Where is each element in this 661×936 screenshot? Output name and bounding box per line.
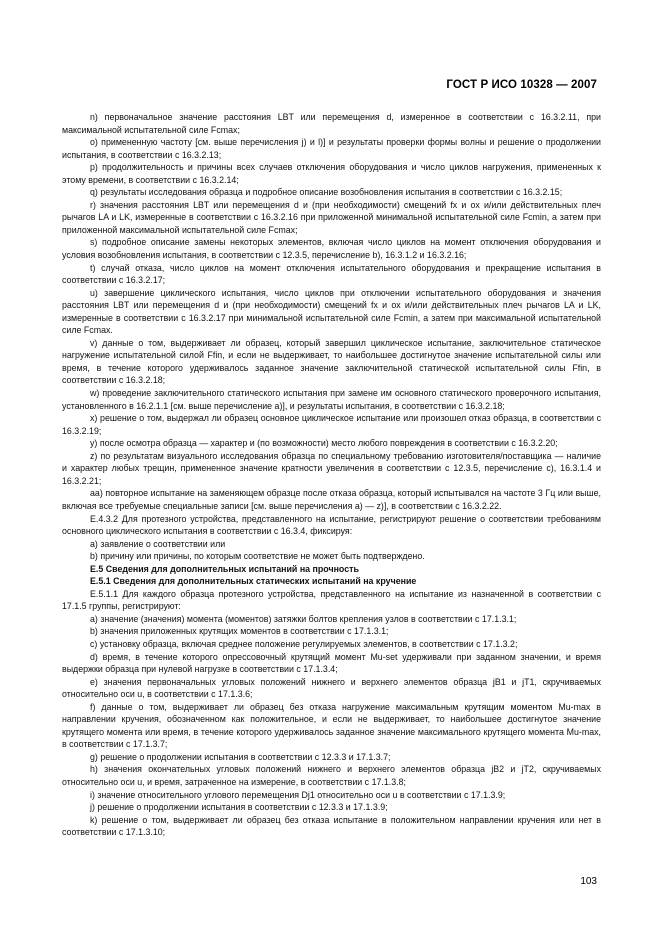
list-item: o) примененную частоту [см. выше перечисления j) и l)] и результаты проверки формы волны и решение о продолжении испытания, в соответствии с 16.3.2.13; [62, 137, 601, 160]
list-item: w) проведение заключительного статического испытания при замене им основного статического проверочного испытания, установленного в 16.2.1.1 [см. выше перечисление a)], и результаты испытания, в соответствии с 16.3.2.18; [62, 388, 601, 411]
list-item: d) время, в течение которого опрессовочный крутящий момент Mu-set удерживали при заданном значении, и время выдержки образца при нулевой нагрузке в соответствии с 17.1.3.4; [62, 651, 601, 675]
list-item: h) значения окончательных угловых положений нижнего и верхнего элементов образца jB2 и jT2, скручиваемых относительно оси u, и время, затраченное на измерение, в соответствии с 17.1.3.8; [62, 764, 601, 787]
list-item: r) значения расстояния LBT или перемещения d и (при необходимости) смещений fx и ox и/или действительных плеч рычагов LA и LK, измеренные в соответствии с 16.3.2.16 при приложенной минимальной испытательной силе Fcmin, а затем при приложенной максимальной испытательной силе Fcmax; [62, 199, 601, 235]
clause-paragraph: E.4.3.2 Для протезного устройства, представленного на испытание, регистрируют решение о соответствии требованиям основного циклического испытания в соответствии с 16.3.4, фиксируя: [62, 513, 601, 537]
list-item: e) значения первоначальных угловых положений нижнего и верхнего элементов образца jB1 и jT1, скручиваемых относительно оси u, в соответствии с 17.1.3.6; [62, 676, 601, 700]
list-item: z) по результатам визуального исследования образца по специальному требованию изготовителя/поставщика — наличие и характер любых трещин, примененное значение кратности увеличения в соответствии с 12.3.5, перечисление c), 16.3.1.4 и 16.3.2.21; [62, 450, 601, 486]
list-item: u) завершение циклического испытания, число циклов при отключении испытательного оборудования и значения расстояния LBT или перемещения d и (при необходимости) смещений fx и ox и/или действительных плеч рычагов LA и LK, измеренные в соответствии с 16.3.2.17 при минимальной испытательной силе Fcmin, а затем при максимальной испытательной силе Fcmax. [62, 287, 601, 336]
list-item: j) решение о продолжении испытания в соответствии с 12.3.3 и 17.1.3.9; [90, 802, 388, 813]
list-item: q) результаты исследования образца и подробное описание возобновления испытания в соответствии с 16.3.2.15; [90, 187, 563, 198]
list-item: f) данные о том, выдерживает ли образец без отказа нагружение максимальным крутящим моментом Mu-max в направлении кручения, обозначенном как положительное, и если не выдерживает, то наибольшее достигнутое значение крутящего момента или время, в течение которого удерживалось заданное значение максимального крутящего момента Mu-max, в соответствии с 17.1.3.7; [62, 701, 601, 750]
list-item: g) решение о продолжении испытания в соответствии с 12.3.3 и 17.1.3.7; [90, 751, 391, 762]
list-item: c) установку образца, включая среднее положение регулируемых элементов, в соответствии с 17.1.3.2; [90, 638, 518, 649]
list-item: i) значение относительного углового перемещения Dj1 относительно оси u в соответствии с 17.1.3.9; [90, 789, 506, 800]
list-item: a) заявление о соответствии или [90, 538, 226, 549]
list-item: a) значение (значения) момента (моментов) затяжки болтов крепления узлов в соответствии с 17.1.3.1; [90, 613, 517, 624]
list-item: k) решение о том, выдерживает ли образец без отказа испытание в положительном направлении кручения или нет в соответствии с 17.1.3.10; [62, 814, 601, 838]
list-item: n) первоначальное значение расстояния LBT или перемещения d, измеренное в соответствии с 16.3.2.11, при максимальной испытательной силе Fcmax; [62, 112, 601, 135]
list-item: v) данные о том, выдерживает ли образец, который завершил циклическое испытание, заключительное статическое нагружение испытательной силой Ffin, и если не выдерживает, то наибольшее достигнутое значение испытательной силы или время, в течение которого удерживалось заданное значение заключительной статической испытательной силы Ffin, в соответствии с 16.3.2.18; [62, 337, 601, 386]
document-body [62, 111, 601, 839]
clause-paragraph: E.5.1.1 Для каждого образца протезного устройства, представленного на испытание из назначенной в соответствии с 17.1.5 группы, регистрируют: [62, 588, 601, 612]
list-item: b) причину или причины, по которым соответствие не может быть подтверждено. [90, 551, 425, 562]
list-item: b) значения приложенных крутящих моментов в соответствии с 17.1.3.1; [90, 626, 389, 637]
subsection-heading: E.5.1 Сведения для дополнительных статических испытаний на кручение [90, 576, 417, 587]
list-item: s) подробное описание замены некоторых элементов, включая число циклов на момент отключения оборудования и условия возобновления испытания, в соответствии с 12.3.5, перечисление b), 16.3.1.2 и 16.3.2.16; [62, 237, 601, 261]
list-item: t) случай отказа, число циклов на момент отключения испытательного оборудования и прекращение испытания в соответствии с 16.3.2.17; [62, 262, 601, 286]
list-item: y) после осмотра образца — характер и (по возможности) место любого повреждения в соответствии с 16.3.2.20; [90, 438, 558, 449]
section-heading: E.5 Сведения для дополнительных испытаний на прочность [90, 563, 359, 574]
list-item: x) решение о том, выдержал ли образец основное циклическое испытание или произошел отказ образца, в соответствии с 16.3.2.19; [62, 413, 601, 436]
list-item: aa) повторное испытание на заменяющем образце после отказа образца, который испытывался на частоте 3 Гц или выше, включая все требуемые специальные записи [см. выше перечисления a) — z)], в соответствии с 16.3.2.22. [62, 488, 601, 511]
page-header: ГОСТ Р ИСО 10328 — 2007 [446, 79, 597, 91]
list-item: p) продолжительность и причины всех случаев отключения оборудования и число циклов нагружения, примененных к этому времени, в соответствии с 16.3.2.14; [62, 162, 601, 185]
page-number: 103 [580, 876, 597, 887]
